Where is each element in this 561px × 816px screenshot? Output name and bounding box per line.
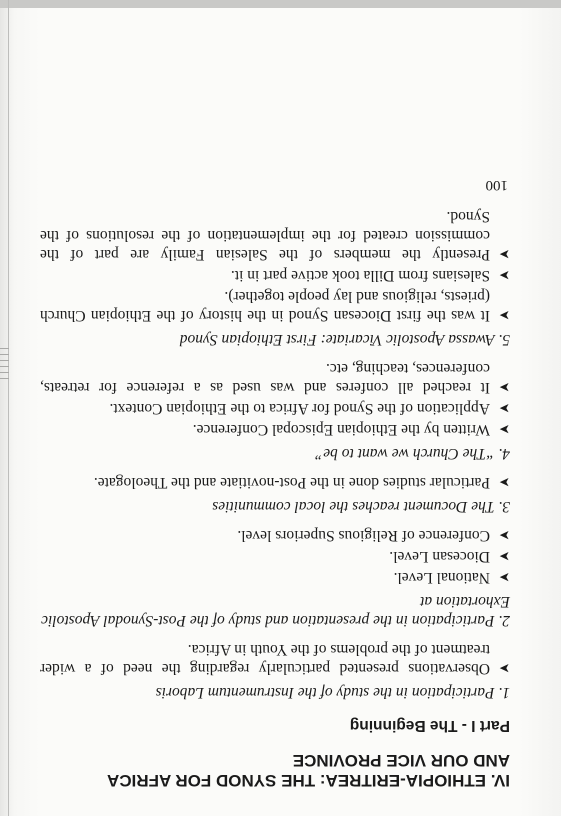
arrowhead-bullet-icon: ➤ — [499, 247, 510, 262]
list-item: ➤ Conference of Religious Superiors level. — [237, 527, 510, 544]
list-item: ➤ Salesians from Dilla took active part in it. — [230, 267, 510, 284]
list-item: ➤ Particular studies done in the Post-novitiate and the Theologate. — [93, 474, 510, 491]
list-item: ➤ Observations presented particularly regarding the need of a wider treatment of the problems of the Youth in Africa. — [40, 641, 510, 677]
scan-top-edge — [0, 0, 561, 8]
section-2-list — [40, 526, 510, 587]
list-item: ➤ Written by the Ethiopian Episcopal Conference. — [192, 421, 510, 438]
section-5-list — [40, 207, 510, 325]
chapter-title-line-2: AND OUR VICE PROVINCE — [292, 751, 510, 770]
arrowhead-bullet-icon: ➤ — [499, 549, 510, 564]
page-number: 100 — [485, 177, 508, 193]
arrowhead-bullet-icon: ➤ — [499, 308, 510, 323]
document-page-rotated — [40, 20, 510, 790]
arrowhead-bullet-icon: ➤ — [499, 475, 510, 490]
arrowhead-bullet-icon: ➤ — [499, 570, 510, 585]
section-heading-3: 3. The Document reaches the local communities — [212, 498, 510, 515]
arrowhead-bullet-icon: ➤ — [499, 380, 510, 395]
arrowhead-bullet-icon: ➤ — [499, 401, 510, 416]
arrowhead-bullet-icon: ➤ — [499, 422, 510, 437]
section-1-list — [40, 640, 510, 678]
arrowhead-bullet-icon: ➤ — [499, 661, 510, 676]
list-item: ➤ Diocesan Level. — [389, 548, 510, 565]
list-item: ➤ Application of the Synod for Africa to the Ethiopian Context. — [109, 400, 510, 417]
part-heading: Part I - The Beginning — [349, 717, 510, 734]
arrowhead-bullet-icon: ➤ — [499, 268, 510, 283]
section-heading-2: 2. Participation in the presentation and study of the Post-Synodal Apostolic Exhortation at — [41, 593, 510, 629]
document-content — [40, 176, 510, 790]
section-4-list — [40, 359, 510, 439]
binding-marks — [0, 348, 10, 468]
list-item: ➤ Presently the members of the Salesian Family are part of the commission created for the implementation of the resolutions of the Synod. — [40, 208, 510, 263]
chapter-title-line-1: IV. ETHIOPIA-ERITREA: THE SYNOD FOR AFRICA — [107, 771, 510, 790]
list-item: ➤ National Level. — [393, 569, 510, 586]
section-heading-4: 4. “The Church we want to be” — [314, 445, 510, 462]
chapter-title — [40, 750, 510, 790]
section-3-list — [40, 473, 510, 492]
list-item: ➤ It was the first Diocesan Synod in the history of the Ethiopian Church (priests, religious and lay people together). — [40, 288, 510, 324]
section-heading-5: 5. Awassa Apostolic Vicariate: First Ethiopian Synod — [179, 331, 510, 348]
arrowhead-bullet-icon: ➤ — [499, 528, 510, 543]
list-item: ➤ It reached all conferes and was used as a reference for retreats, conferences, teaching, etc. — [40, 360, 510, 396]
section-heading-1: 1. Participation in the study of the Instrumentum Laboris — [155, 684, 510, 701]
